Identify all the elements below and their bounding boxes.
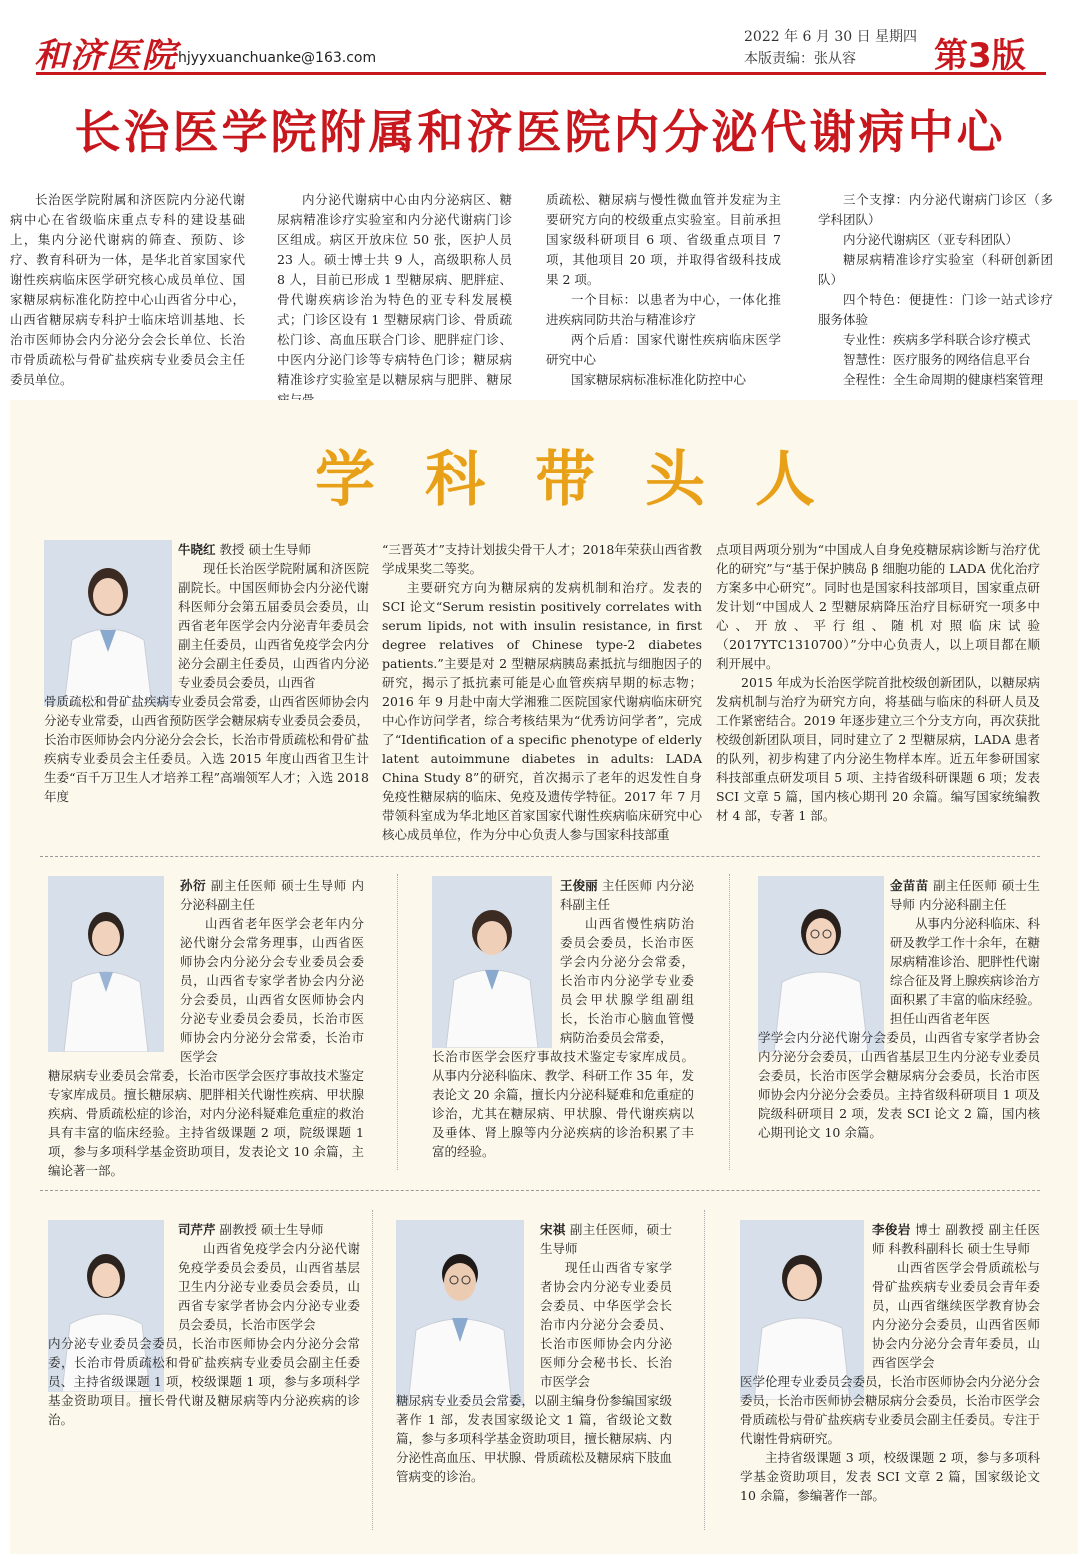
intro-column-4 — [818, 190, 1053, 390]
intro-goal: 一个目标：以患者为中心，一体化推进疾病同防共治与精准诊疗 — [546, 292, 781, 327]
doctor-bio: 学学会内分泌代谢分会委员，山西省专家学者协会内分泌分会委员，山西省基层卫生内分泌专业委员会委员，长治市医学会糖尿病分会委员，长治市医师协会内分泌分会委员。主持省级科研项目 1 项及院级科研项目 2 项，发表 SCI 论文 2 篇，国内核心期刊论文 10 余篇。 — [758, 1030, 1040, 1140]
intro-feature: 专业性：疾病多学科联合诊疗模式 — [843, 332, 1031, 347]
doctor-name: 金苗苗 — [890, 878, 929, 893]
intro-column-3 — [546, 190, 781, 390]
doctor-bio: 长治市医学会医疗事故技术鉴定专家库成员。从事内分泌科临床、教学、科研工作 35 年，发表论文 20 余篇，擅长内分泌科疑难和危重症的诊治，尤其在糖尿病、甲状腺、骨代谢疾病以及垂体、肾上腺等内分泌疾病的诊治积累了丰富的经验。 — [432, 1049, 694, 1159]
intro-paragraph: 长治医学院附属和济医院内分泌代谢病中心在省级临床重点专科的建设基础上，集内分泌代谢病的筛查、预防、诊疗、教育科研为一体，是华北首家国家代谢性疾病临床医学研究核心成员单位、国家糖尿病标准化防控中心山西省分中心，山西省糖尿病专科护士临床培训基地、长治市医师协会内分泌分会会长单位、长治市骨质疏松与骨矿盐疾病专业委员会主任委员单位。 — [10, 192, 245, 387]
doctor-bio: 山西省医学会骨质疏松与骨矿盐疾病专业委员会青年委员，山西省继续医学教育协会内分泌分会委员，山西省医师协会内分泌分会青年委员，山西省医学会 — [872, 1260, 1040, 1370]
issue-date: 2022 年 6 月 30 日 星期四 — [744, 29, 918, 45]
doctor-card — [48, 876, 364, 1180]
leader-title: 教授 硕士生导师 — [219, 542, 311, 557]
intro-backing: 两个后盾：国家代谢性疾病临床医学研究中心 — [546, 332, 781, 367]
leader-bio: 现任长治医学院附属和济医院副院长。中国医师协会内分泌代谢科医师分会第五届委员会委员，山西省老年医学会内分泌青年委员会副主任委员，山西省免疫学会内分泌分会副主任委员，山西省内分泌专业委员会委员，山西省 — [178, 561, 369, 690]
doctor-title: 副教授 硕士生导师 — [219, 1222, 324, 1237]
doctor-title: 主任医师 内分泌科副主任 — [560, 878, 694, 912]
doctor-name: 宋祺 — [540, 1222, 566, 1237]
doctor-bio: 糖尿病专业委员会常委，以副主编身份参编国家级著作 1 部，发表国家级论文 1 篇，省级论文数篇，参与多项科学基金资助项目，擅长糖尿病、内分泌性高血压、甲状腺、骨质疏松及糖尿病下肢血管病变的诊治。 — [396, 1393, 672, 1484]
doctor-card — [758, 876, 1040, 1142]
doctor-name: 孙衍 — [180, 878, 207, 893]
doctor-bio: 山西省老年医学会老年内分泌代谢分会常务理事，山西省医师协会内分泌分会专业委员会委员，山西省专家学者协会内分泌分会委员，山西省女医师协会内分泌专业委员会委员，长治市医师协会内分泌分会常委，长治市医学会 — [180, 916, 364, 1064]
divider — [40, 1190, 1040, 1191]
intro-paragraph: 质疏松、糖尿病与慢性微血管并发症为主要研究方向的校级重点实验室。目前承担国家级科研项目 6 项、省级重点项目 7 项，其他项目 20 项，并取得省级科技成果 2 项。 — [546, 192, 781, 287]
edition-number: 第3版 — [934, 36, 1026, 76]
leader-column-1 — [44, 540, 369, 806]
doctor-bio: 山西省免疫学会内分泌代谢免疫学委员会委员，山西省基层卫生内分泌专业委员会委员，山西省专家学者协会内分泌专业委员会委员，长治市医学会 — [178, 1241, 360, 1332]
doctor-bio: 主持省级课题 3 项，校级课题 2 项，参与多项科学基金资助项目，发表 SCI 文章 2 篇，国家级论文 10 余篇，参编著作一部。 — [740, 1450, 1040, 1503]
doctor-bio: 医学伦理专业委员会委员，长治市医师协会内分泌分会委员，长治市医师协会糖尿病分会委员，长治市医学会骨质疏松与骨矿盐疾病专业委员会副主任委员。专注于代谢性骨病研究。 — [740, 1374, 1041, 1446]
doctor-title: 博士 副教授 副主任医师 科教科副科长 硕士生导师 — [872, 1222, 1040, 1256]
doctor-name: 王俊丽 — [560, 878, 598, 893]
doctor-title: 副主任医师，硕士生导师 — [540, 1222, 672, 1256]
intro-paragraph: 内分泌代谢病中心由内分泌病区、糖尿病精准诊疗实验室和内分泌代谢病门诊区组成。病区开放床位 50 张，医护人员 23 人。硕士博士共 9 人，高级职称人员 8 人，目前已形成 1 型糖尿病、肥胖症、骨代谢疾病诊治为特色的亚专科发展模式；门诊区设有 1 型糖尿病门诊、骨质疏松门诊、高血压联合门诊、肥胖症门诊、中医内分泌门诊等专病特色门诊；糖尿病精准诊疗实验室是以糖尿病与肥胖、糖尿 — [277, 192, 512, 387]
intro-feature: 全程性：全生命周期的健康档案管理 — [843, 372, 1044, 387]
doctor-card — [740, 1220, 1040, 1505]
doctor-card — [48, 1220, 360, 1429]
leader-bio: 点项目两项分别为“中国成人自身免疫糖尿病诊断与治疗优化的研究”与“基于保护胰岛 β 细胞功能的 LADA 优化治疗方案多中心研究”。同时也是国家科技部项目，国家重点研发计划“中国成人 2 型糖尿病降压治疗目标研究一项多中心、开放、平行组、随机对照临床试验（2017YTC1310700）”分中心负责人，以上项目都在顺利开展中。 — [716, 542, 1040, 671]
doctor-bio: 现任山西省专家学者协会内分泌专业委员会委员、中华医学会长治市内分泌分会委员、长治市医师协会内分泌医师分会秘书长、长治市医学会 — [540, 1260, 672, 1389]
column-divider — [397, 874, 398, 1170]
doctor-card — [396, 1220, 672, 1486]
doctor-title: 副主任医师 硕士生导师 内分泌科副主任 — [890, 878, 1040, 912]
intro-support: 糖尿病精准诊疗实验室（科研创新团队） — [818, 252, 1053, 287]
contact-email[interactable]: hjyyxuanchuanke@163.com — [178, 50, 377, 66]
intro-backing: 国家糖尿病标准标准化防控中心 — [571, 372, 747, 387]
leader-bio: “三晋英才”支持计划拔尖骨干人才；2018年荣获山西省教学成果奖二等奖。 — [382, 542, 702, 576]
intro-column-1 — [10, 190, 245, 390]
column-divider — [704, 1210, 705, 1530]
column-divider — [372, 1210, 373, 1530]
leader-bio: 2015 年成为长治医学院首批校级创新团队，以糖尿病发病机制与治疗为研究方向，将基础与临床的科研人员及工作紧密结合。2019 年逐步建立三个分支方向，再次获批校级创新团队项目，同时建立了 2 型糖尿病，LADA 患者的队列，初步构建了内分泌生物样本库。近五年参研国家科技部重点研发项目 5 项、主持省级科研课题 6 项；发表 SCI 文章 5 篇，国内核心期刊 20 余篇。编写国家统编教材 4 部，专著 1 部。 — [716, 675, 1040, 823]
intro-column-2 — [277, 190, 512, 410]
page-title: 长治医学院附属和济医院内分泌代谢病中心 — [74, 105, 1006, 159]
doctor-title: 副主任医师 硕士生导师 内分泌科副主任 — [180, 878, 364, 912]
doctor-bio: 山西省慢性病防治委员会委员，长治市医学会内分泌分会常委，长治市内分泌学专业委员会甲状腺学组副组长，长治市心脑血管慢病防治委员会常委， — [560, 916, 694, 1045]
intro-support: 三个支撑：内分泌代谢病门诊区（多学科团队） — [818, 192, 1053, 227]
newspaper-logo: 和济医院 — [34, 36, 178, 76]
leader-bio: 骨质疏松和骨矿盐疾病专业委员会常委，山西省医师协会内分泌专业常委，山西省预防医学会糖尿病专业委员会委员，长治市医师协会内分泌分会会长，长治市骨质疏松和骨矿盐疾病专业委员会主任委员。入选 2015 年度山西省卫生计生委“百千万卫生人才培养工程”高端领军人才；入选 2018 年度 — [44, 694, 370, 804]
doctor-bio: 从事内分泌科临床、科研及教学工作十余年，在糖尿病精准诊治、肥胖性代谢综合征及肾上腺疾病诊治方面积累了丰富的临床经验。担任山西省老年医 — [890, 916, 1041, 1026]
intro-feature: 智慧性：医疗服务的网络信息平台 — [843, 352, 1031, 367]
doctor-name: 李俊岩 — [872, 1222, 911, 1237]
leader-column-2 — [382, 540, 702, 844]
doctor-bio: 内分泌专业委员会委员，长治市医师协会内分泌分会常委，长治市骨质疏松和骨矿盐疾病专业委员会副主任委员、主持省级课题 1 项，校级课题 1 项，参与多项科学基金资助项目。擅长骨代谢及糖尿病等内分泌疾病的诊治。 — [48, 1336, 360, 1427]
leader-name: 牛晓红 — [178, 542, 216, 557]
section-title: 学科带头人 — [315, 445, 865, 515]
leader-column-3 — [716, 540, 1040, 825]
doctor-bio: 糖尿病专业委员会常委，长治市医学会医疗事故技术鉴定专家库成员。擅长糖尿病、肥胖相关代谢性疾病、甲状腺疾病、骨质疏松症的诊治，对内分泌科疑难危重症的救治具有丰富的临床经验。主持省级课题 2 项，院级课题 1 项，参与多项科学基金资助项目，发表论文 10 余篇，主编论著一部。 — [48, 1068, 364, 1178]
doctor-name: 司芹芹 — [178, 1222, 216, 1237]
column-divider — [729, 874, 730, 1170]
masthead-rule — [36, 72, 1046, 75]
divider — [40, 856, 1040, 857]
intro-feature: 四个特色：便捷性：门诊一站式诊疗服务体验 — [818, 292, 1053, 327]
doctor-card — [432, 876, 694, 1161]
page-editor: 本版责编：张从容 — [744, 51, 856, 67]
leader-bio: 主要研究方向为糖尿病的发病机制和治疗。发表的 SCI 论文“Serum resistin positively correlates with serum lipids, not with insulin resistance, in first degree relatives of Chinese type-2 diabetes patients.”主要是对 2 型糖尿病胰岛素抵抗与细胞因子的研究，揭示了抵抗素可能是心血管疾病早期的标志物；2016 年 9 月赴中南大学湘雅二医院国家代谢病临床研究中心作访问学者，综合考核结果为“优秀访问学者”，完成了“Identification of a specific phenotype of elderly latent autoimmune diabetes in adults: LADA China Study 8”的研究，首次揭示了老年的迟发性自身免疫性糖尿病的临床、免疫及遗传学特征。2017 年 7 月带领科室成为华北地区首家国家代谢性疾病临床研究中心核心成员单位，作为分中心负责人参与国家科技部重 — [382, 580, 702, 842]
intro-support: 内分泌代谢病区（亚专科团队） — [843, 232, 1019, 247]
